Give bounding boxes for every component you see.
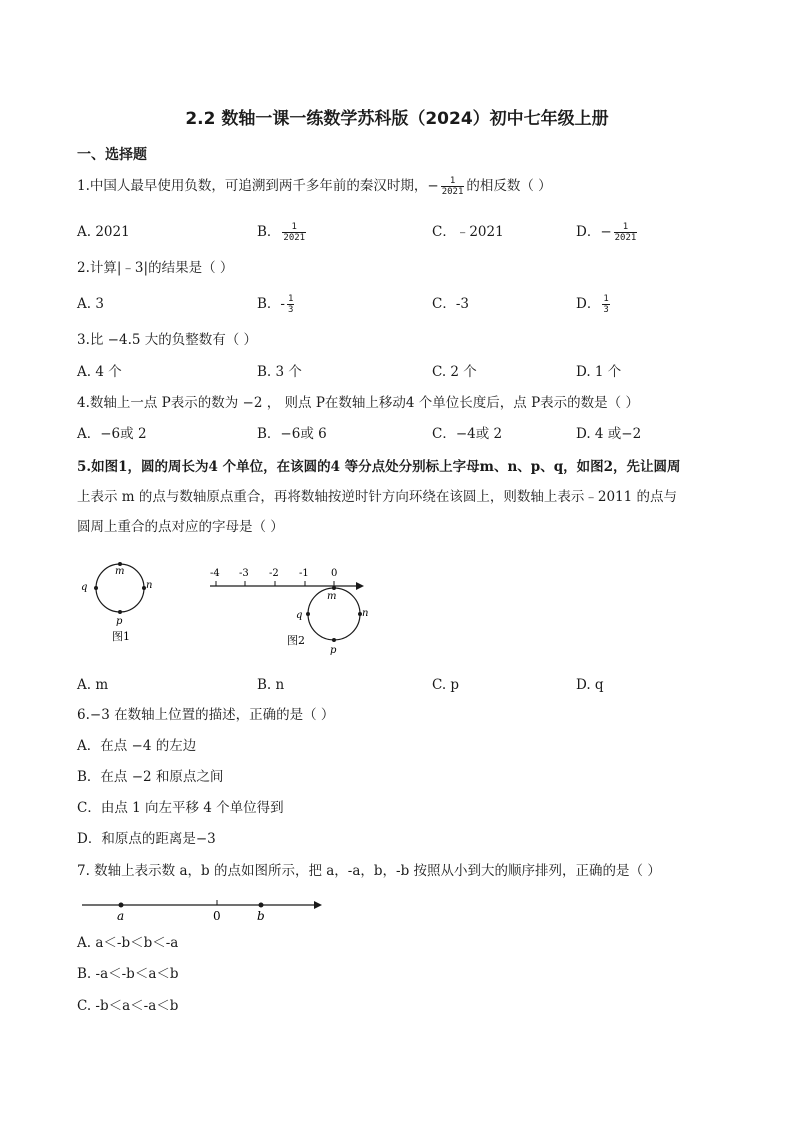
question-1-option-b-fraction: $\frac{1}{2021}$ [283,222,306,243]
question-7-option-c[interactable]: C. -b＜a＜-a＜b [77,998,179,1014]
figure-2-label-m: m [327,591,337,602]
figure-1-label-p: p [116,616,123,627]
question-1-option-b[interactable]: B． $\frac{1}{2021}$ [257,222,306,243]
figure-2-label-q: q [296,610,303,621]
figure-1-label-m: m [115,566,125,577]
question-4-option-c[interactable]: C．−4或 2 [432,426,503,442]
question-7-stem: 7. 数轴上表示数 a，b 的点如图所示，把 a，-a，b，-b 按照从小到大的顺序排列，正确的是（ ） [77,863,661,879]
figure-2-tick-label: -4 [210,568,220,579]
question-5-line-3: 圆周上重合的点对应的字母是（ ） [77,519,284,535]
figure-2-label-n: n [362,608,369,619]
question-2-stem: 2.计算|﹣3|的结果是（ ） [77,260,234,276]
point-b [259,903,264,908]
question-7-number-line [78,894,328,924]
question-3-option-b[interactable]: B. 3 个 [257,364,302,380]
question-2-option-d[interactable]: D． $\frac{1}{3}$ [576,294,609,315]
question-7-option-a[interactable]: A. a＜-b＜b＜-a [77,935,179,951]
question-2-option-b[interactable]: B．- $\frac{1}{3}$ [257,294,294,315]
question-3-option-d[interactable]: D. 1 个 [576,364,622,380]
question-2-option-d-fraction: $\frac{1}{3}$ [603,294,609,315]
question-6-option-c[interactable]: C．由点 1 向左平移 4 个单位得到 [77,800,284,816]
point-a [119,903,124,908]
question-2-option-c[interactable]: C．-3 [432,296,469,312]
question-7-option-b[interactable]: B. -a＜-b＜a＜b [77,966,179,982]
figure-2-caption: 图2 [287,634,305,647]
figure-2-label-p: p [330,645,337,656]
question-1-option-d-fraction: $\frac{1}{2021}$ [614,222,637,243]
question-6-option-b[interactable]: B．在点 −2 和原点之间 [77,769,224,785]
question-5-line-1: 5.如图1，圆的周长为4 个单位，在该圆的4 等分点处分别标上字母m、n、p、q，如图2，先让圆周 [77,459,681,475]
question-5-option-d[interactable]: D. q [576,677,604,693]
figure-2-tick-label: 0 [331,568,338,579]
question-5-option-c[interactable]: C. p [432,677,460,693]
question-1-stem [77,176,552,197]
question-4-option-d[interactable]: D. 4 或−2 [576,426,642,442]
figure-2-tick-label: -2 [269,568,279,579]
figure-2-tick-label: -3 [239,568,249,579]
question-4-option-b[interactable]: B．−6或 6 [257,426,327,442]
figure-1-label-q: q [81,582,88,593]
question-3-stem: 3.比 −4.5 大的负整数有（ ） [77,332,258,348]
question-5-line-2: 上表示 m 的点与数轴原点重合，再将数轴按逆时针方向环绕在该圆上，则数轴上表示﹣2011 的点与 [77,489,678,505]
question-6-stem: 6.−3 在数轴上位置的描述，正确的是（ ） [77,707,335,723]
figure-2-tick-label: -1 [299,568,309,579]
question-3-option-c[interactable]: C. 2 个 [432,364,477,380]
question-5-option-b[interactable]: B. n [257,677,285,693]
question-6-option-d[interactable]: D．和原点的距离是−3 [77,831,216,847]
page-title: 2.2 数轴一课一练数学苏科版（2024）初中七年级上册 [185,109,609,129]
origin-label: 0 [213,909,221,923]
question-1-option-c[interactable]: C．﹣2021 [432,224,504,240]
question-1-option-d[interactable]: D．− $\frac{1}{2021}$ [576,222,637,243]
question-2-option-a[interactable]: A. 3 [77,296,104,312]
question-1-text-a: 1.中国人最早使用负数，可追溯到两千多年前的秦汉时期， [77,178,428,194]
section-heading: 一、选择题 [77,147,147,163]
question-5-option-a[interactable]: A. m [77,677,109,693]
question-1-minus: − [427,178,439,194]
point-b-label: b [257,909,265,923]
figure-1-caption: 图1 [112,630,130,643]
question-6-option-a[interactable]: A．在点 −4 的左边 [77,738,197,754]
question-2-option-b-fraction: $\frac{1}{3}$ [287,294,294,315]
question-1-option-a[interactable]: A. 2021 [77,224,130,240]
figure-1-label-n: n [146,580,153,591]
question-5-figure [70,560,390,660]
question-1-text-b: 的相反数（ ） [466,178,552,194]
question-1-fraction: $\frac{1}{2021}$ [441,176,464,197]
point-a-label: a [117,909,125,923]
question-4-option-a[interactable]: A．−6或 2 [77,426,147,442]
question-4-stem: 4.数轴上一点 P表示的数为 −2 ， 则点 P在数轴上移动4 个单位长度后，点 P表示的数是（ ） [77,395,639,411]
question-3-option-a[interactable]: A. 4 个 [77,364,122,380]
